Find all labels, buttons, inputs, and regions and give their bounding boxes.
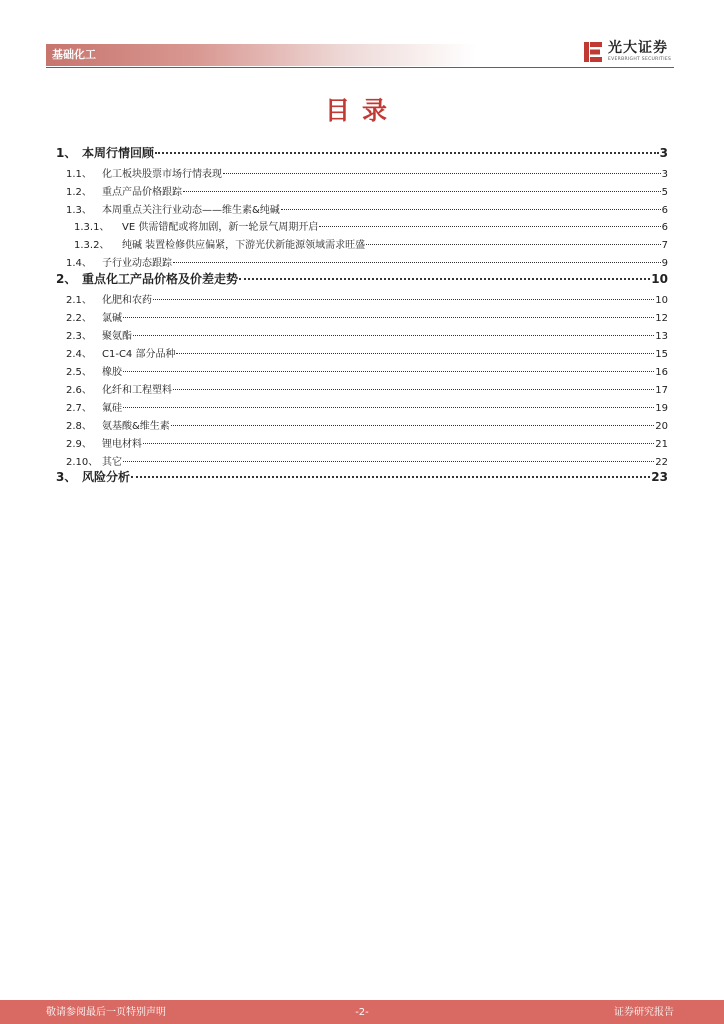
toc-leader-dots	[319, 225, 660, 227]
toc-entry-title: 风险分析	[82, 470, 131, 484]
toc-entry-title: 本周重点关注行业动态——维生素&纯碱	[102, 205, 280, 216]
toc-entry-number: 2.4、	[66, 349, 92, 360]
toc-entry-page: 10	[655, 295, 668, 306]
toc-entry[interactable]	[66, 291, 668, 306]
toc-leader-dots	[123, 460, 654, 462]
toc-entry-title: 橡胶	[102, 367, 122, 378]
toc-entry-number: 1.3、	[66, 205, 92, 216]
toc-leader-dots	[173, 388, 654, 390]
toc-entry-number: 2、	[56, 272, 77, 286]
toc-entry-title: 重点产品价格跟踪	[102, 187, 182, 198]
toc-entry-title: C1-C4 部分品种	[102, 349, 176, 360]
toc-entry[interactable]	[56, 270, 668, 287]
logo-text-cn: 光大证券	[608, 40, 668, 56]
logo-text-en: EVERBRIGHT SECURITIES	[608, 57, 672, 62]
toc-entry-title: VE 供需错配或将加剧，新一轮景气周期开启	[122, 222, 319, 233]
toc-leader-dots	[123, 316, 654, 318]
section-label: 基础化工	[52, 48, 96, 61]
toc-entry-number: 3、	[56, 470, 77, 484]
toc-entry[interactable]	[66, 453, 668, 468]
toc-entry-page: 20	[655, 421, 668, 432]
toc-entry-title: 子行业动态跟踪	[102, 258, 172, 269]
toc-entry-number: 1.3.2、	[74, 240, 110, 251]
toc-entry[interactable]	[66, 254, 668, 269]
toc-entry-number: 1.1、	[66, 169, 92, 180]
toc-entry-number: 1.2、	[66, 187, 92, 198]
toc-entry[interactable]	[66, 345, 668, 360]
toc-leader-dots	[176, 352, 654, 354]
toc-entry-number: 2.8、	[66, 421, 92, 432]
toc-leader-dots	[183, 190, 661, 192]
toc-entry-page: 16	[655, 367, 668, 378]
toc-entry[interactable]	[66, 435, 668, 450]
toc-entry-page: 10	[651, 272, 668, 286]
toc-entry-number: 2.10、	[66, 457, 99, 468]
toc-entry[interactable]	[66, 309, 668, 324]
footer-report-type: 证券研究报告	[614, 1007, 674, 1018]
toc-entry[interactable]	[66, 201, 668, 216]
toc-leader-dots	[171, 424, 654, 426]
page-title: 目录	[324, 96, 399, 125]
toc-entry[interactable]	[66, 327, 668, 342]
toc-entry-number: 2.1、	[66, 295, 92, 306]
toc-entry-page: 15	[655, 349, 668, 360]
toc-entry-title: 化肥和农药	[102, 295, 152, 306]
toc-leader-dots	[133, 334, 654, 336]
toc-entry-page: 21	[655, 439, 668, 450]
toc-entry[interactable]	[66, 363, 668, 378]
header-divider	[46, 67, 674, 68]
toc-leader-dots	[223, 172, 661, 174]
toc-entry-page: 22	[655, 457, 668, 468]
toc-entry-number: 2.7、	[66, 403, 92, 414]
toc-entry[interactable]	[66, 381, 668, 396]
toc-entry-page: 5	[661, 187, 668, 198]
toc-entry-title: 重点化工产品价格及价差走势	[82, 272, 239, 286]
toc-entry-page: 12	[655, 313, 668, 324]
toc-entry[interactable]	[66, 399, 668, 414]
toc-entry-page: 17	[655, 385, 668, 396]
toc-entry-page: 3	[661, 169, 668, 180]
toc-entry-number: 1.3.1、	[74, 222, 110, 233]
toc-leader-dots	[366, 243, 660, 245]
toc-entry-title: 化纤和工程塑料	[102, 385, 172, 396]
header-band	[46, 44, 476, 66]
toc-entry-title: 其它	[102, 457, 122, 468]
toc-entry-title: 纯碱 装置检修供应偏紧，下游光伏新能源领域需求旺盛	[122, 240, 366, 251]
toc-entry[interactable]	[66, 165, 668, 180]
toc-leader-dots	[173, 261, 661, 263]
toc-leader-dots	[153, 298, 654, 300]
toc-leader-dots	[239, 277, 650, 280]
toc-entry[interactable]	[66, 183, 668, 198]
toc-entry-title: 氟硅	[102, 403, 122, 414]
toc-leader-dots	[131, 475, 650, 478]
toc-entry-page: 9	[661, 258, 668, 269]
toc-entry-number: 1.4、	[66, 258, 92, 269]
toc-entry-number: 2.6、	[66, 385, 92, 396]
toc-entry-page: 6	[661, 222, 668, 233]
toc-entry[interactable]	[66, 417, 668, 432]
toc-entry-number: 2.3、	[66, 331, 92, 342]
page-number: -2-	[355, 1007, 369, 1018]
toc-entry-title: 氨基酸&维生素	[102, 421, 170, 432]
toc-entry-number: 1、	[56, 146, 77, 160]
toc-entry-number: 2.9、	[66, 439, 92, 450]
toc-entry-title: 聚氨酯	[102, 331, 132, 342]
toc-entry[interactable]	[74, 218, 668, 233]
toc-entry-page: 3	[659, 146, 668, 160]
toc-entry-title: 锂电材料	[102, 439, 142, 450]
toc-entry-page: 7	[661, 240, 668, 251]
toc-entry-page: 6	[661, 205, 668, 216]
toc-leader-dots	[281, 208, 661, 210]
toc-leader-dots	[123, 370, 654, 372]
toc-entry[interactable]	[56, 144, 668, 161]
toc-leader-dots	[155, 151, 659, 154]
logo-mark-icon	[582, 40, 604, 64]
toc-entry[interactable]	[74, 236, 668, 251]
toc-entry-page: 23	[651, 470, 668, 484]
toc-entry-title: 氯碱	[102, 313, 122, 324]
toc-entry[interactable]	[56, 468, 668, 485]
toc-entry-title: 化工板块股票市场行情表现	[102, 169, 222, 180]
toc-entry-page: 19	[655, 403, 668, 414]
toc-entry-number: 2.2、	[66, 313, 92, 324]
toc-entry-number: 2.5、	[66, 367, 92, 378]
toc-entry-title: 本周行情回顾	[82, 146, 155, 160]
toc-entry-page: 13	[655, 331, 668, 342]
footer-disclaimer: 敬请参阅最后一页特别声明	[46, 1007, 166, 1018]
toc-leader-dots	[143, 442, 654, 444]
toc-leader-dots	[123, 406, 654, 408]
company-logo	[582, 40, 674, 66]
